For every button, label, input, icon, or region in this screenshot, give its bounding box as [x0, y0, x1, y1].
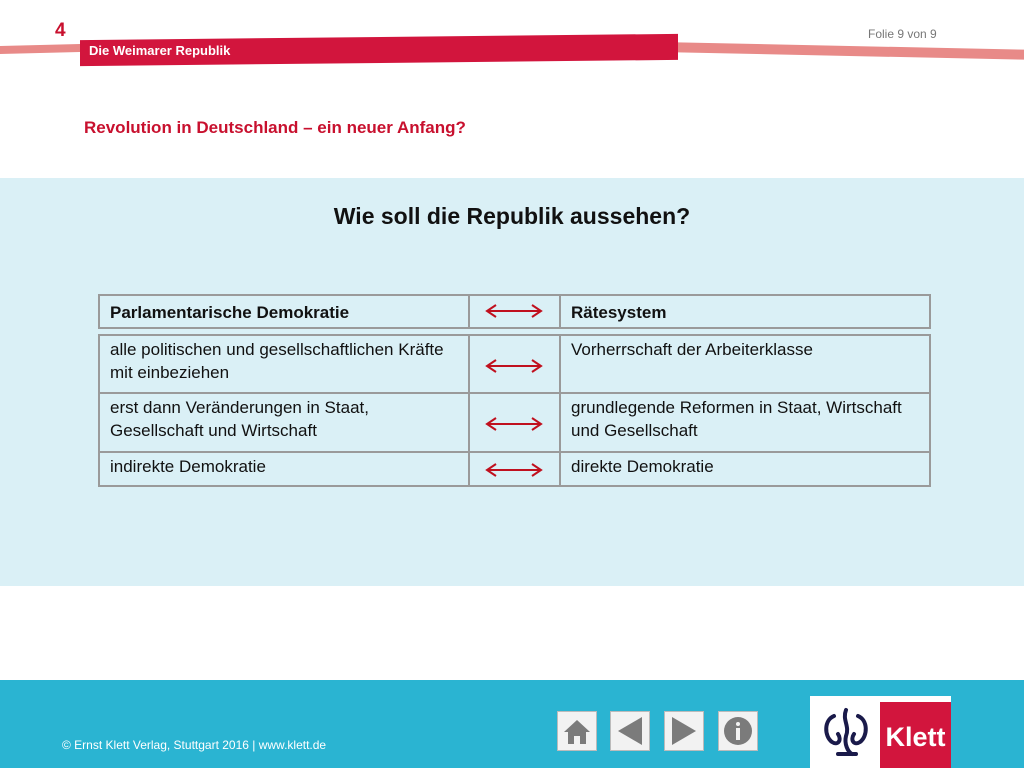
double-arrow-icon — [484, 358, 544, 374]
slide-question: Wie soll die Republik aussehen? — [333, 203, 691, 229]
info-button[interactable] — [718, 711, 758, 751]
klett-logo-text: Klett — [885, 722, 946, 752]
chapter-title: Die Weimarer Republik — [89, 43, 231, 58]
arrow-right-icon — [665, 712, 703, 750]
info-icon — [719, 712, 757, 750]
footer-copyright: © Ernst Klett Verlag, Stuttgart 2016 | www.klett.de — [62, 738, 327, 752]
slide-subtitle: Revolution in Deutschland – ein neuer Anfang? — [84, 118, 466, 137]
home-icon — [558, 712, 596, 750]
next-slide-button[interactable] — [664, 711, 704, 751]
klett-emblem-icon — [816, 696, 878, 768]
double-arrow-icon — [484, 416, 544, 432]
arrow-left-icon — [611, 712, 649, 750]
table-row-1-right: Vorherrschaft der Arbeiterklasse — [559, 334, 931, 394]
table-row-3-left: indirekte Demokratie — [98, 451, 470, 487]
table-header-right: Rätesystem — [559, 294, 931, 329]
header-decor-line-left — [0, 44, 80, 54]
previous-slide-button[interactable] — [610, 711, 650, 751]
table-row-2-left: erst dann Veränderungen in Staat, Gesellschaft und Wirtschaft — [98, 392, 470, 453]
slide-counter: Folie 9 von 9 — [868, 27, 937, 41]
double-arrow-icon — [484, 462, 544, 478]
table-row-3-right: direkte Demokratie — [559, 451, 931, 487]
double-arrow-icon — [484, 303, 544, 319]
chapter-number: 4 — [55, 20, 66, 41]
home-button[interactable] — [557, 711, 597, 751]
table-row-2-right: grundlegende Reformen in Staat, Wirtschaft und Gesellschaft — [559, 392, 931, 453]
table-row-1-left: alle politischen und gesellschaftlichen Kräfte mit einbeziehen — [98, 334, 470, 394]
table-header-left: Parlamentarische Demokratie — [98, 294, 470, 329]
header-decor-line-right — [678, 42, 1024, 59]
